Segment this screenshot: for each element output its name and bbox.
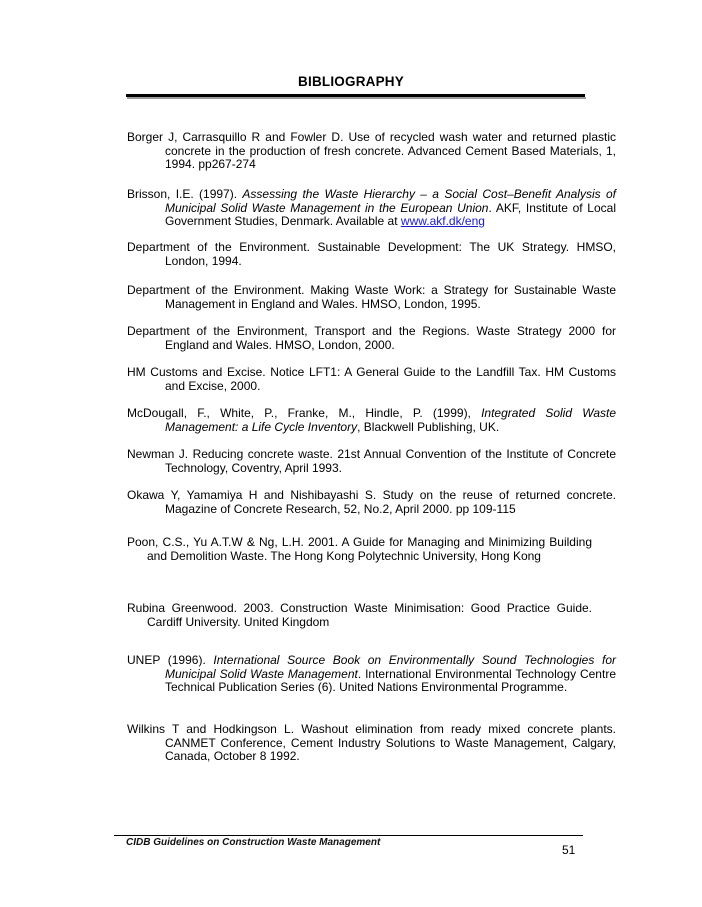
entry-text: Newman J. Reducing concrete waste. 21st Annual Convention of the Institute of Concrete Technology, Coventry, April 1993. — [127, 447, 616, 475]
footer-rule — [114, 835, 583, 836]
bibliography-entry — [127, 489, 616, 516]
bibliography-entry — [127, 536, 592, 563]
entry-text: , Blackwell Publishing, UK. — [357, 419, 500, 434]
entry-text: . AKF, Institute of Local Government Studies, Denmark. Available at — [165, 200, 616, 229]
entry-text: Department of the Environment. Making Waste Work: a Strategy for Sustainable Waste Management in England and Wales. HMSO, London, 1995. — [127, 283, 616, 311]
entry-text: Borger J, Carrasquillo R and Fowler D. Use of recycled wash water and returned plastic concrete in the production of fresh concrete. Advanced Cement Based Materials, 1, 1994. pp267-274 — [127, 130, 616, 172]
page-title: BIBLIOGRAPHY — [298, 74, 404, 89]
bibliography-entry — [127, 188, 616, 229]
entry-text: Brisson, I.E. (1997). — [127, 187, 243, 201]
entry-text: Department of the Environment. Sustainable Development: The UK Strategy. HMSO, London, 1994. — [127, 240, 616, 268]
header-rule-shadow — [127, 97, 586, 99]
bibliography-entry — [127, 241, 616, 268]
entry-text: Okawa Y, Yamamiya H and Nishibayashi S. Study on the reuse of returned concrete. Magazine of Concrete Research, 52, No.2, April 2000. pp 109-115 — [127, 488, 616, 516]
bibliography-entry — [127, 602, 592, 629]
bibliography-entry — [127, 448, 616, 475]
page-number: 51 — [562, 843, 576, 857]
entry-text: Department of the Environment, Transport and the Regions. Waste Strategy 2000 for England and Wales. HMSO, London, 2000. — [127, 324, 616, 352]
bibliography-entry — [127, 284, 616, 311]
bibliography-entry — [127, 407, 616, 434]
entry-text: UNEP (1996). — [127, 653, 214, 667]
entry-title-italic: Assessing the Waste Hierarchy – a Social Cost–Benefit Analysis of Municipal Solid Waste Management in the European Union — [165, 187, 616, 215]
entry-text: Poon, C.S., Yu A.T.W & Ng, L.H. 2001. A Guide for Managing and Minimizing Building and Demolition Waste. The Hong Kong Polytechnic University, Hong Kong — [127, 535, 592, 563]
entry-title-italic: International Source Book on Environmentally Sound Technologies for Municipal Solid Waste Management — [165, 653, 616, 681]
entry-text: Wilkins T and Hodkingson L. Washout elimination from ready mixed concrete plants. CANMET Conference, Cement Industry Solutions to Waste Management, Calgary, Canada, October 8 1992. — [127, 722, 616, 764]
bibliography-entry — [127, 723, 616, 764]
entry-title-italic: Integrated Solid Waste Management: a Life Cycle Inventory — [165, 406, 616, 434]
entry-text: Rubina Greenwood. 2003. Construction Waste Minimisation: Good Practice Guide. Cardiff University. United Kingdom — [127, 601, 592, 629]
bibliography-entry — [127, 325, 616, 352]
bibliography-entry — [127, 654, 616, 695]
entry-text: HM Customs and Excise. Notice LFT1: A General Guide to the Landfill Tax. HM Customs and Excise, 2000. — [127, 365, 616, 393]
entry-text: McDougall, F., White, P., Franke, M., Hindle, P. (1999), — [127, 406, 482, 420]
entry-link[interactable]: www.akf.dk/eng — [400, 214, 485, 229]
footer-title: CIDB Guidelines on Construction Waste Management — [126, 837, 381, 848]
entry-text: . International Environmental Technology Centre Technical Publication Series (6). United Nations Environmental Programme. — [165, 666, 616, 695]
bibliography-entry — [127, 366, 616, 393]
bibliography-entry — [127, 131, 616, 172]
